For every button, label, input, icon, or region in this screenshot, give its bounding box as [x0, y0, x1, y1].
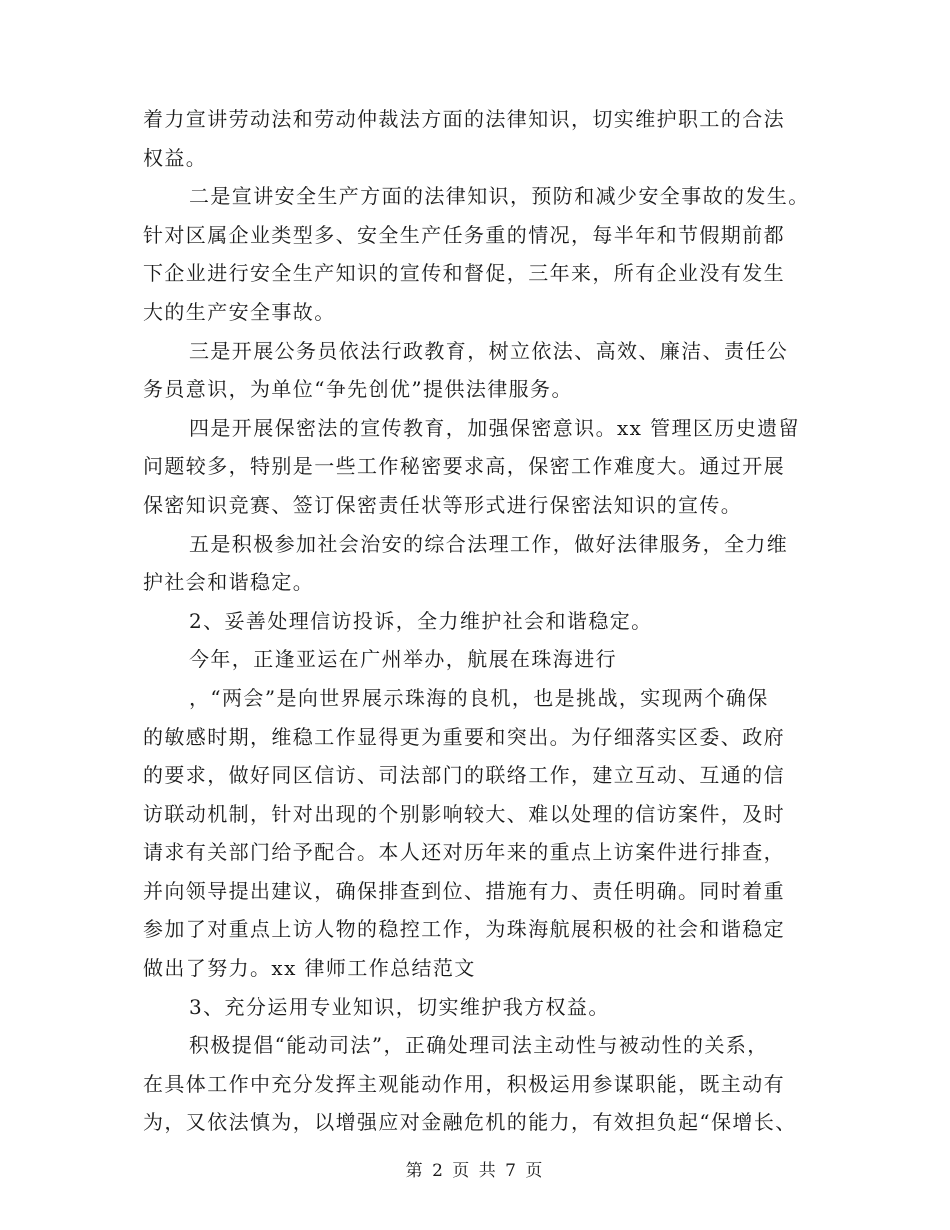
text-line: 为，又依法慎为，以增强应对金融危机的能力，有效担负起“保增长、: [143, 1110, 797, 1135]
text-line: 的敏感时期，维稳工作显得更为重要和突出。为仔细落实区委、政府: [143, 724, 785, 749]
text-line: 二是宣讲安全生产方面的法律知识，预防和减少安全事故的发生。: [189, 184, 810, 209]
document-body: [143, 100, 823, 1142]
text-line: 针对区属企业类型多、安全生产任务重的情况，每半年和节假期前都: [143, 222, 785, 247]
text-line: 并向领导提出建议，确保排查到位、措施有力、责任明确。同时着重: [143, 878, 785, 903]
text-line: 保密知识竞赛、签订保密责任状等形式进行保密法知识的宣传。: [143, 492, 743, 517]
text-line: 在具体工作中充分发挥主观能动作用，积极运用参谋职能，既主动有: [143, 1071, 785, 1096]
text-line: ，“两会”是向世界展示珠海的良机，也是挑战，实现两个确保: [189, 685, 769, 710]
text-line: 2、妥善处理信访投诉，全力维护社会和谐稳定。: [189, 608, 653, 633]
page-footer: 第 2 页 共 7 页: [405, 1161, 545, 1181]
text-line: 务员意识，为单位“争先创优”提供法律服务。: [143, 377, 573, 402]
text-line: 大的生产安全事故。: [143, 299, 336, 324]
text-line: 着力宣讲劳动法和劳动仲裁法方面的法律知识，切实维护职工的合法: [143, 107, 785, 131]
text-line: 访联动机制，针对出现的个别影响较大、难以处理的信访案件，及时: [143, 801, 785, 826]
text-line: 今年，正逢亚运在广州举办，航展在珠海进行: [189, 647, 617, 672]
text-line: 护社会和谐稳定。: [143, 570, 315, 595]
text-line: 积极提倡“能动司法”，正确处理司法主动性与被动性的关系，: [189, 1033, 769, 1058]
text-line: 做出了努力。xx 律师工作总结范文: [143, 956, 476, 981]
text-line: 问题较多，特别是一些工作秘密要求高，保密工作难度大。通过开展: [143, 454, 785, 479]
text-line: 下企业进行安全生产知识的宣传和督促，三年来，所有企业没有发生: [143, 261, 785, 286]
text-line: 四是开展保密法的宣传教育，加强保密意识。xx 管理区历史遗留: [189, 415, 800, 440]
text-line: 参加了对重点上访人物的稳控工作，为珠海航展积极的社会和谐稳定: [143, 917, 785, 942]
text-line: 三是开展公务员依法行政教育，树立依法、高效、廉洁、责任公: [189, 338, 789, 363]
text-line: 的要求，做好同区信访、司法部门的联络工作，建立互动、互通的信: [143, 763, 785, 788]
text-line: 权益。: [143, 145, 208, 170]
text-line: 3、充分运用专业知识，切实维护我方权益。: [189, 994, 610, 1019]
text-line: 请求有关部门给予配合。本人还对历年来的重点上访案件进行排查，: [143, 840, 785, 865]
text-line: 五是积极参加社会治安的综合法理工作，做好法律服务，全力维: [189, 531, 789, 556]
